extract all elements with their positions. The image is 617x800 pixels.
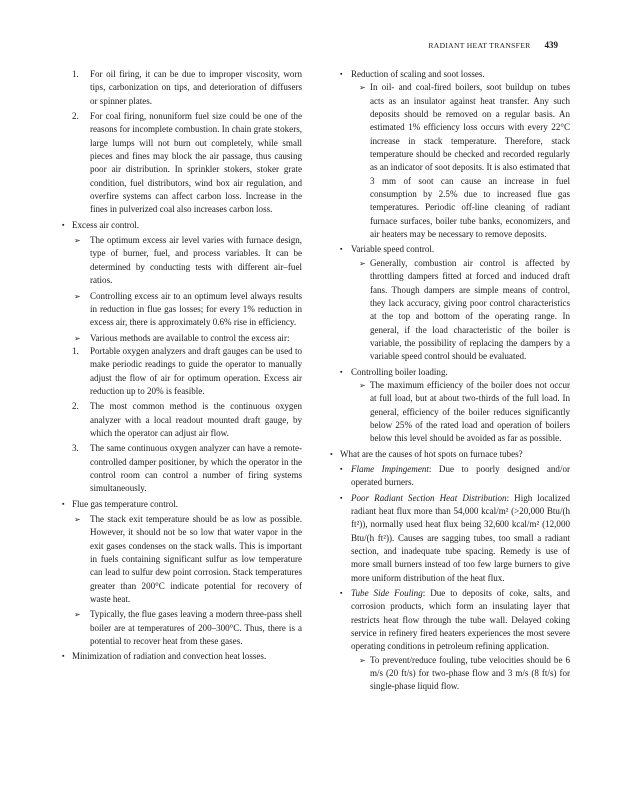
item-text: The same continuous oxygen analyzer can have a remote-controlled damper positioner, by which the operator in the control room can control a number of firing systems simultaneously. (90, 443, 302, 494)
arrow-bullet-icon: ➢ (74, 515, 81, 524)
list-item (330, 81, 570, 241)
square-bullet-icon: ▪ (62, 220, 65, 229)
item-text: For coal firing, nonuniform fuel size could be one of the reasons for incomplete combustion. In chain grate stokers, large lumps will not burn out completely, while small pieces and fines may block the air passage, thus causing poor air distribution. In sprinkler stokers, stoker grate condition, fuel distributors, wind box air regulation, and overfire systems can affect carbon loss. Increase in the fines in pulverized coal also increases carbon loss. (90, 111, 302, 215)
list-item (330, 366, 570, 379)
item-text: Reduction of scaling and soot losses. (351, 69, 485, 79)
list-item (330, 654, 570, 694)
item-text: Generally, combustion air control is affected by throttling dampers fitted at forced and induced draft fans. Though dampers are simple means of control, they lack accuracy, giving poor control characteristics at the top and bottom of the operating range. In general, if the load characteristic of the boiler is variable, the possibility of replacing the dampers by a variable speed control should be evaluated. (370, 257, 570, 362)
list-item (330, 243, 570, 256)
item-text: The stack exit temperature should be as low as possible. However, it should not be so low that water vapor in the exit gases condenses on the stack walls. This is important in fuels containing significant sulfur as low temperature can lead to sulfur dew point corrosion. Stack temperatures greater than 200°C indicate potential for recovery of waste heat. (90, 514, 302, 605)
list-item (330, 463, 570, 490)
list-item (330, 257, 570, 364)
page-number: 439 (544, 40, 558, 50)
arrow-bullet-icon: ➢ (359, 655, 366, 665)
list-item (62, 290, 302, 330)
arrow-bullet-icon: ➢ (359, 258, 366, 268)
list-item (62, 332, 302, 345)
item-text: Controlling boiler loading. (351, 366, 448, 377)
item-number: 3. (72, 443, 79, 454)
item-text: Portable oxygen analyzers and draft gauges can be used to make periodic readings to guide the operator to manually adjust the flow of air for optimum operation. Excess air reduction up to 20% is feasible. (90, 345, 302, 396)
item-number: 1. (72, 345, 79, 356)
item-text: In oil- and coal-fired boilers, soot buildup on tubes acts as an insulator against heat transfer. Any such deposits should be removed on a regular basis. An estimated 1% efficiency loss occurs with every 22°C increase in stack temperature. Therefore, stack temperature should be checked and recorded regularly as an indicator of soot deposits. It is also estimated that 3 mm of soot can cause an increase in fuel consumption by 2.5% due to increased flue gas temperatures. Periodic off-line cleaning of radiant furnace surfaces, boiler tube banks, economizers, and air heaters may be necessary to remove deposits. (370, 82, 570, 240)
item-text: The maximum efficiency of the boiler does not occur at full load, but at about two-thirds of the full load. In general, efficiency of the boiler reduces significantly below 25% of the rated load and operation of boilers below this level should be avoided as far as possible. (370, 379, 570, 444)
item-text: : High localized radiant heat flux more than 54,000 kcal/m² (>20,000 Btu/(h ft²)), normally used heat flux being 32,600 kcal/m² (12,000 Btu/(h ft²)). Causes are sagging tubes, too small a radiant section, and inadequate tube spacing. Remedy is use of more small burners instead of too few large burners to give more uniform distribution of the heat flux. (351, 492, 570, 583)
list-item (62, 498, 302, 511)
arrow-bullet-icon: ➢ (359, 380, 366, 390)
square-bullet-icon: ▪ (340, 493, 343, 502)
list-item (62, 400, 302, 440)
list-item (62, 650, 302, 663)
square-bullet-icon: ▪ (340, 464, 343, 473)
square-bullet-icon: ▪ (62, 499, 65, 508)
right-column (330, 68, 570, 694)
round-bullet-icon: • (330, 449, 333, 459)
item-text: Typically, the flue gases leaving a modern three-pass shell boiler are at temperatures of 200–300°C. Thus, there is a potential to recover heat from these gases. (90, 609, 302, 647)
item-text: The most common method is the continuous oxygen analyzer with a local readout mounted draft gauge, by which the operator can adjust air flow. (90, 401, 302, 438)
item-text: : Due to poorly designed and/or operated burners. (351, 463, 570, 488)
list-item (62, 234, 302, 287)
list-item (330, 587, 570, 654)
item-text: For oil firing, it can be due to improper viscosity, worn tips, carbonization on tips, and deterioration of diffusers or spinner plates. (90, 69, 302, 106)
running-title: RADIANT HEAT TRANSFER (428, 41, 531, 50)
list-item (62, 345, 302, 398)
list-item (62, 442, 302, 495)
item-text: Variable speed control. (351, 244, 435, 255)
running-header (0, 40, 558, 50)
item-text: Flue gas temperature control. (72, 498, 179, 509)
square-bullet-icon: ▪ (340, 70, 343, 78)
arrow-bullet-icon: ➢ (74, 610, 81, 620)
item-number: 2. (72, 401, 79, 412)
list-item (62, 110, 302, 217)
list-item (62, 219, 302, 232)
item-text: To prevent/reduce fouling, tube velocities should be 6 m/s (20 ft/s) for two-phase flow and 3 m/s (8 ft/s) for single-phase liquid flow. (370, 654, 570, 692)
list-item (62, 68, 302, 108)
item-text: Controlling excess air to an optimum level always results in reduction in flue gas losses; for every 1% reduction in excess air, there is approximately 0.6% rise in efficiency. (90, 290, 302, 328)
cause-title: Poor Radiant Section Heat Distribution (351, 492, 507, 503)
item-text: Excess air control. (72, 219, 140, 230)
item-text: The optimum excess air level varies with furnace design, type of burner, fuel, and process variables. It can be determined by conducting tests with different air–fuel ratios. (90, 235, 302, 286)
item-number: 1. (72, 69, 79, 79)
question-item (330, 448, 570, 461)
list-item (62, 608, 302, 648)
square-bullet-icon: ▪ (340, 589, 343, 598)
list-item (330, 492, 570, 585)
arrow-bullet-icon: ➢ (74, 236, 81, 246)
arrow-bullet-icon: ➢ (74, 333, 81, 343)
square-bullet-icon: ▪ (340, 367, 343, 376)
square-bullet-icon: ▪ (340, 245, 343, 254)
list-item (62, 513, 302, 606)
list-item (330, 379, 570, 446)
list-item (330, 68, 570, 81)
arrow-bullet-icon: ➢ (74, 291, 81, 301)
item-text: Minimization of radiation and convection heat losses. (72, 651, 267, 662)
question-text: What are the causes of hot spots on furnace tubes? (340, 448, 523, 459)
arrow-bullet-icon: ➢ (359, 83, 366, 93)
square-bullet-icon: ▪ (62, 652, 65, 661)
item-text: : Due to deposits of coke, salts, and corrosion products, which form an insulating layer that restricts heat flow through the tube wall. Delayed coking service in refinery fired heaters experiences the most severe operating conditions in petroleum refining application. (351, 588, 570, 652)
item-number: 2. (72, 111, 79, 122)
cause-title: Tube Side Fouling (351, 588, 423, 599)
cause-title: Flame Impingement (351, 463, 429, 474)
item-text: Various methods are available to control the excess air: (90, 332, 290, 343)
left-column (62, 68, 302, 664)
